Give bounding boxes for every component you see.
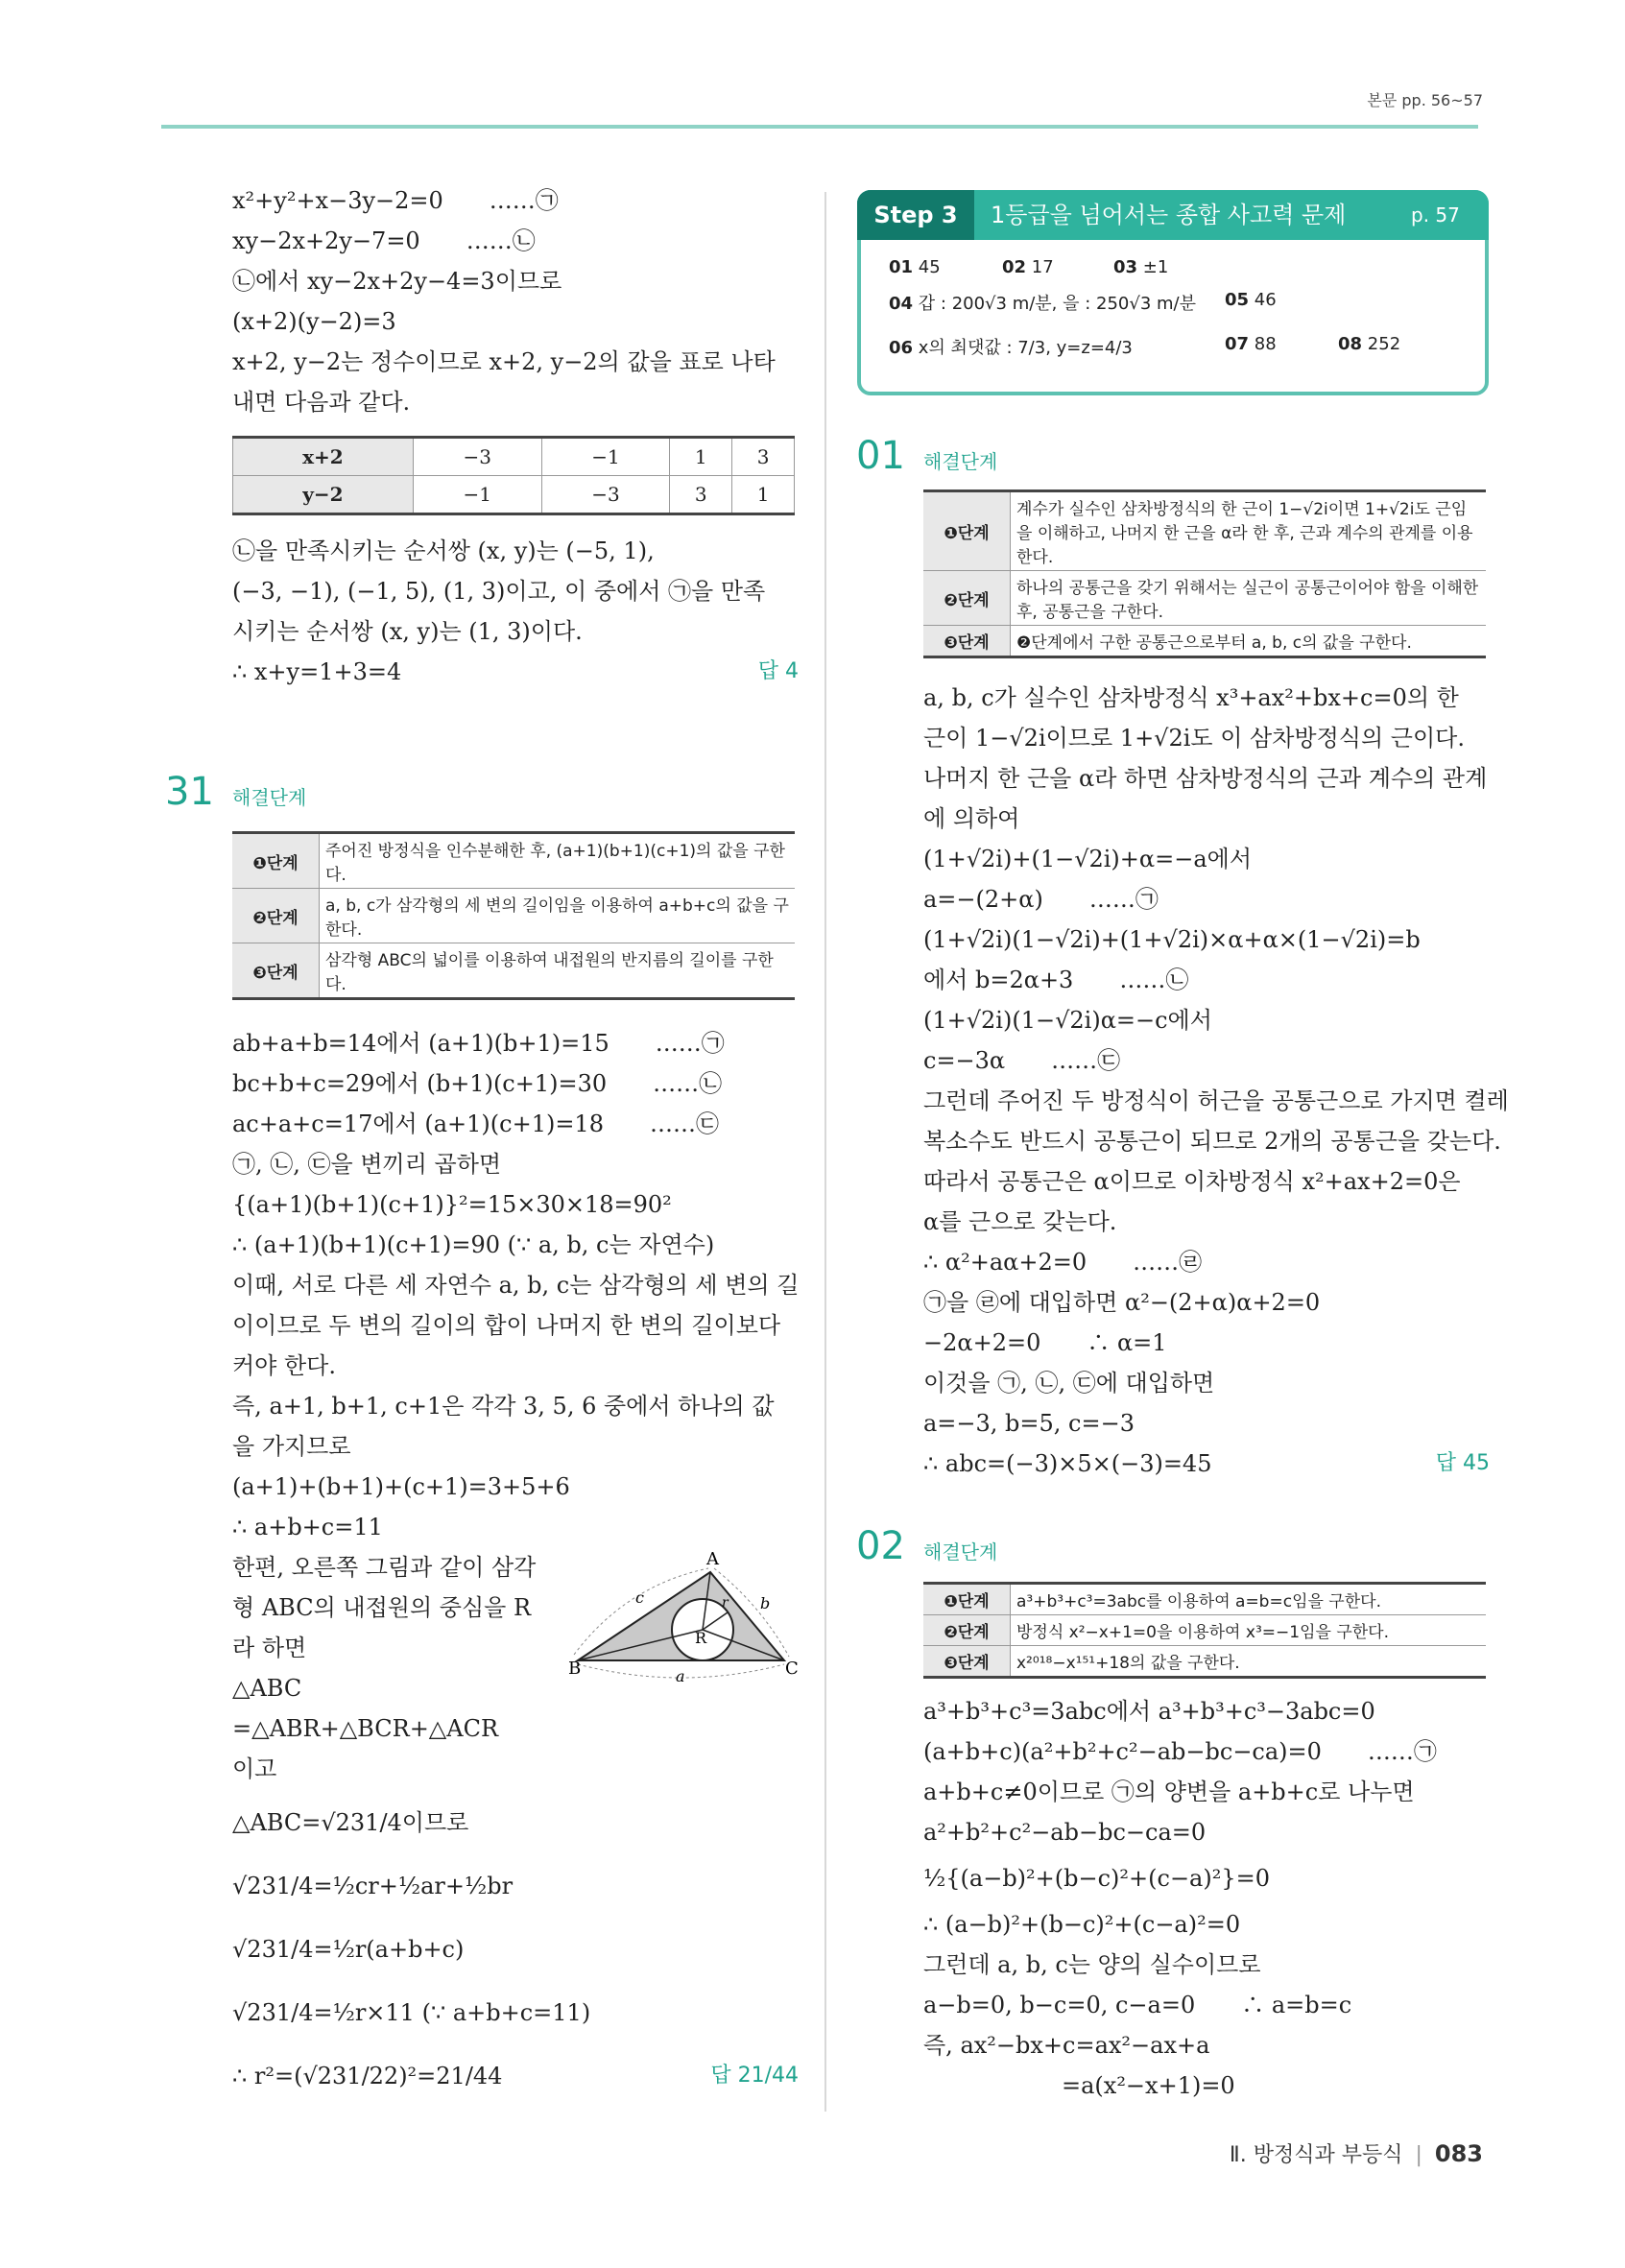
step-row — [923, 571, 1486, 626]
text-line: (1+√2i)(1−√2i)α=−c에서 — [923, 1007, 1212, 1034]
text-line: (1+√2i)(1−√2i)+(1+√2i)×α+α×(1−√2i)=b — [923, 926, 1421, 953]
answer-value: 88 — [1254, 334, 1277, 354]
text-line: 시키는 순서쌍 (x, y)는 (1, 3)이다. — [232, 618, 583, 645]
text-line: (x+2)(y−2)=3 — [232, 308, 396, 335]
answer-value: ±1 — [1142, 257, 1169, 277]
text-line: a, b, c가 실수인 삼차방정식 x³+ax²+bx+c=0의 한 — [923, 684, 1459, 711]
text-line: 따라서 공통근은 α이므로 이차방정식 x²+ax+2=0은 — [923, 1168, 1461, 1195]
step-text: 하나의 공통근을 갖기 위해서는 실근이 공통근이어야 함을 이해한 후, 공통근을 구한다. — [1011, 571, 1487, 626]
header-rule — [161, 125, 1478, 129]
text-line: ㉠, ㉡, ㉢을 변끼리 곱하면 — [232, 1151, 502, 1178]
answer-value: 252 — [1367, 334, 1401, 354]
step-label: ❶단계 — [923, 1584, 1011, 1615]
answer-value: 갑 : 200√3 m/분, 을 : 250√3 m/분 — [918, 294, 1197, 314]
vertex-b-label: B — [568, 1659, 582, 1679]
text-line: 에 의하여 — [923, 805, 1020, 832]
quick-answer-05 — [1225, 290, 1277, 310]
text-line: x+2, y−2는 정수이므로 x+2, y−2의 값을 표로 나타 — [232, 348, 776, 375]
table-cell: 3 — [732, 438, 795, 476]
quick-answer-07 — [1225, 334, 1277, 354]
step3-tag: Step 3 — [857, 190, 974, 240]
problem-01-solution — [923, 678, 1509, 1484]
text-line: 내면 다음과 같다. — [232, 389, 411, 416]
text-line: a³+b³+c³=3abc에서 a³+b³+c³−3abc=0 — [923, 1698, 1375, 1725]
table-header-cell: x+2 — [233, 438, 414, 476]
text-line: 이고 — [232, 1755, 277, 1782]
step-row — [232, 889, 795, 943]
text-line: 나머지 한 근을 α라 하면 삼차방정식의 근과 계수의 관계 — [923, 765, 1488, 792]
quick-answer-06 — [889, 334, 1133, 359]
text-line: 라 하면 — [232, 1635, 307, 1661]
final-equation: ∴ abc=(−3)×5×(−3)=45 — [923, 1450, 1212, 1477]
text-line: c=−3α ……㉢ — [923, 1047, 1121, 1074]
text-line: bc+b+c=29에서 (b+1)(c+1)=30 ……㉡ — [232, 1070, 723, 1097]
steps-table — [923, 489, 1486, 658]
column-divider — [824, 192, 826, 2112]
problem-31-steps — [232, 831, 795, 1000]
text-line: ∴ (a−b)²+(b−c)²+(c−a)²=0 — [923, 1911, 1241, 1938]
step-text: ❷단계에서 구한 공통근으로부터 a, b, c의 값을 구한다. — [1011, 626, 1487, 657]
table-cell: −3 — [413, 438, 541, 476]
text-line: −2α+2=0 ∴ α=1 — [923, 1329, 1167, 1356]
text-line: 즉, a+1, b+1, c+1은 각각 3, 5, 6 중에서 하나의 값 — [232, 1393, 775, 1420]
step-text: 계수가 실수인 삼차방정식의 한 근이 1−√2i이면 1+√2i도 근임을 이해하고, 나머지 한 근을 α라 한 후, 근과 계수의 관계를 이용한다. — [1011, 491, 1487, 571]
text-line: 그런데 주어진 두 방정식이 허근을 공통근으로 가지면 켤레 — [923, 1087, 1509, 1114]
text-line: 복소수도 반드시 공통근이 되므로 2개의 공통근을 갖는다. — [923, 1128, 1501, 1155]
quick-answer-01 — [889, 257, 941, 277]
text-line: 이때, 서로 다른 세 자연수 a, b, c는 삼각형의 세 변의 길 — [232, 1272, 800, 1299]
section-title: Ⅱ. 방정식과 부등식 — [1229, 2143, 1403, 2167]
text-line: =a(x²−x+1)=0 — [923, 2072, 1235, 2099]
text-line: α를 근으로 갖는다. — [923, 1208, 1117, 1235]
step-row — [923, 491, 1486, 571]
quick-answer-03 — [1113, 257, 1168, 277]
text-line: =△ABR+△BCR+△ACR — [232, 1715, 499, 1742]
text-line: (−3, −1), (−1, 5), (1, 3)이고, 이 중에서 ㉠을 만족 — [232, 578, 766, 605]
answer-number: 02 — [1002, 257, 1027, 277]
step-row — [923, 626, 1486, 657]
final-equation: ∴ r²=(√231/22)²=21/44 — [232, 2063, 503, 2089]
answer-number: 08 — [1338, 334, 1363, 354]
quick-answer-08 — [1338, 334, 1400, 354]
final-equation: ∴ x+y=1+3=4 — [232, 658, 402, 685]
final-line — [232, 652, 799, 692]
text-line: {(a+1)(b+1)(c+1)}²=15×30×18=90² — [232, 1191, 672, 1218]
text-line: 이이므로 두 변의 길이의 합이 나머지 한 변의 길이보다 — [232, 1312, 781, 1339]
table-header-cell: y−2 — [233, 476, 414, 514]
step-label: ❸단계 — [923, 1646, 1011, 1678]
solution-steps-tag: 해결단계 — [232, 786, 307, 809]
step-text: 주어진 방정식을 인수분해한 후, (a+1)(b+1)(c+1)의 값을 구한다. — [320, 833, 796, 889]
text-line: 에서 b=2α+3 ……㉡ — [923, 967, 1189, 993]
page-number: 083 — [1434, 2140, 1483, 2167]
text-line: √231/4=½r(a+b+c) — [232, 1936, 465, 1963]
answer-number: 04 — [889, 294, 914, 314]
text-line: ab+a+b=14에서 (a+1)(b+1)=15 ……㉠ — [232, 1030, 725, 1057]
answer-number: 05 — [1225, 290, 1250, 310]
table-cell: −1 — [541, 438, 670, 476]
step3-title: 1등급을 넘어서는 종합 사고력 문제 — [991, 202, 1347, 228]
text-line: a=−3, b=5, c=−3 — [923, 1410, 1135, 1437]
text-line: △ABC=√231/4이므로 — [232, 1809, 469, 1836]
table-cell: 1 — [732, 476, 795, 514]
step3-page-ref: p. 57 — [1411, 203, 1460, 227]
answer-label: 답 45 — [1435, 1451, 1490, 1475]
table-cell: −1 — [413, 476, 541, 514]
text-line: (a+1)+(b+1)+(c+1)=3+5+6 — [232, 1473, 570, 1500]
steps-table — [232, 831, 795, 1000]
step-text: 삼각형 ABC의 넓이를 이용하여 내접원의 반지름의 길이를 구한다. — [320, 943, 796, 999]
steps-table — [923, 1582, 1486, 1679]
text-line: 한편, 오른쪽 그림과 같이 삼각 — [232, 1554, 537, 1581]
final-line — [923, 1444, 1490, 1484]
text-line: ½{(a−b)²+(b−c)²+(c−a)²}=0 — [923, 1865, 1270, 1892]
step-label: ❶단계 — [923, 491, 1011, 571]
triangle-incircle-figure — [568, 1547, 799, 1682]
table-cell: 3 — [670, 476, 732, 514]
quick-answer-04 — [889, 290, 1196, 315]
vertex-a-label: A — [706, 1549, 719, 1569]
answer-number: 06 — [889, 338, 914, 358]
problem-02-steps — [923, 1582, 1486, 1679]
step-row — [923, 1615, 1486, 1646]
table-row — [233, 476, 795, 514]
problem-number: 02 — [856, 1524, 905, 1568]
step-row — [923, 1584, 1486, 1615]
table-cell: 1 — [670, 438, 732, 476]
text-line: 을 가지므로 — [232, 1433, 351, 1460]
problem-01-steps — [923, 489, 1486, 658]
step-row — [232, 833, 795, 889]
page-footer — [1230, 2138, 1483, 2168]
step-text: x²⁰¹⁸−x¹⁵¹+18의 값을 구한다. — [1011, 1646, 1487, 1678]
step-label: ❷단계 — [232, 889, 320, 943]
answer-number: 07 — [1225, 334, 1250, 354]
step-label: ❷단계 — [923, 1615, 1011, 1646]
text-line: xy−2x+2y−7=0 ……㉡ — [232, 227, 536, 254]
step-label: ❶단계 — [232, 833, 320, 889]
step-text: a, b, c가 삼각형의 세 변의 길이임을 이용하여 a+b+c의 값을 구한다. — [320, 889, 796, 943]
text-line: ∴ a+b+c=11 — [232, 1514, 383, 1540]
step-row — [923, 1646, 1486, 1678]
answer-label: 답 21/44 — [710, 2064, 799, 2088]
vertex-c-label: C — [785, 1659, 799, 1679]
text-line: √231/4=½r×11 (∵ a+b+c=11) — [232, 1999, 591, 2026]
text-line: 근이 1−√2i이므로 1+√2i도 이 삼차방정식의 근이다. — [923, 725, 1465, 752]
text-line: 이것을 ㉠, ㉡, ㉢에 대입하면 — [923, 1370, 1215, 1397]
table-cell: −3 — [541, 476, 670, 514]
text-line: ㉠을 ㉣에 대입하면 α²−(2+α)α+2=0 — [923, 1289, 1321, 1316]
problem-number: 01 — [856, 434, 905, 478]
final-line — [232, 2056, 799, 2096]
text-line: (a+b+c)(a²+b²+c²−ab−bc−ca)=0 ……㉠ — [923, 1738, 1437, 1765]
side-b-label: b — [760, 1594, 771, 1612]
text-line: 형 ABC의 내접원의 중심을 R — [232, 1594, 532, 1621]
value-table — [232, 436, 795, 515]
text-line: (1+√2i)+(1−√2i)+α=−a에서 — [923, 846, 1253, 872]
text-line: ac+a+c=17에서 (a+1)(c+1)=18 ……㉢ — [232, 1110, 719, 1137]
table-row — [233, 438, 795, 476]
answer-value: 17 — [1031, 257, 1054, 277]
text-line: a=−(2+α) ……㉠ — [923, 886, 1159, 913]
answer-number: 01 — [889, 257, 914, 277]
text-line: ∴ (a+1)(b+1)(c+1)=90 (∵ a, b, c는 자연수) — [232, 1231, 715, 1258]
answer-value: x의 최댓값 : 7/3, y=z=4/3 — [918, 338, 1133, 358]
step-row — [232, 943, 795, 999]
step-label: ❸단계 — [232, 943, 320, 999]
problem-number: 31 — [165, 770, 214, 814]
step-label: ❸단계 — [923, 626, 1011, 657]
problem-02-header — [856, 1524, 997, 1568]
solution-steps-tag: 해결단계 — [923, 1540, 998, 1564]
text-line: x²+y²+x−3y−2=0 ……㉠ — [232, 187, 559, 214]
quick-answer-02 — [1002, 257, 1054, 277]
side-c-label: c — [635, 1588, 644, 1607]
text-line: 그런데 a, b, c는 양의 실수이므로 — [923, 1951, 1261, 1978]
answer-value: 45 — [918, 257, 941, 277]
radius-r-label: r — [722, 1595, 729, 1611]
step-text: 방정식 x²−x+1=0을 이용하여 x³=−1임을 구한다. — [1011, 1615, 1487, 1646]
text-line: ㉡에서 xy−2x+2y−4=3이므로 — [232, 268, 562, 295]
page-reference: 본문 pp. 56~57 — [1367, 91, 1483, 109]
text-line: 커야 한다. — [232, 1352, 336, 1379]
text-line: 즉, ax²−bx+c=ax²−ax+a — [923, 2032, 1210, 2059]
solution-steps-tag: 해결단계 — [923, 450, 998, 473]
answer-number: 03 — [1113, 257, 1138, 277]
text-line: a²+b²+c²−ab−bc−ca=0 — [923, 1819, 1207, 1846]
answer-label: 답 4 — [757, 659, 799, 683]
text-line: ㉡을 만족시키는 순서쌍 (x, y)는 (−5, 1), — [232, 537, 655, 564]
center-r-label: R — [695, 1629, 707, 1647]
problem-02-solution — [923, 1691, 1490, 2106]
text-line: √231/4=½cr+½ar+½br — [232, 1873, 514, 1899]
text-line: a−b=0, b−c=0, c−a=0 ∴ a=b=c — [923, 1992, 1352, 2018]
side-a-label: a — [676, 1667, 685, 1682]
left-column — [232, 180, 799, 692]
footer-separator: | — [1415, 2143, 1422, 2167]
text-line: a+b+c≠0이므로 ㉠의 양변을 a+b+c로 나누면 — [923, 1779, 1415, 1805]
problem-31-header — [165, 770, 306, 814]
text-line: ∴ α²+aα+2=0 ……㉣ — [923, 1249, 1203, 1276]
text-line: △ABC — [232, 1675, 302, 1702]
step-label: ❷단계 — [923, 571, 1011, 626]
problem-01-header — [856, 434, 997, 478]
step-text: a³+b³+c³=3abc를 이용하여 a=b=c임을 구한다. — [1011, 1584, 1487, 1615]
answer-value: 46 — [1254, 290, 1277, 310]
